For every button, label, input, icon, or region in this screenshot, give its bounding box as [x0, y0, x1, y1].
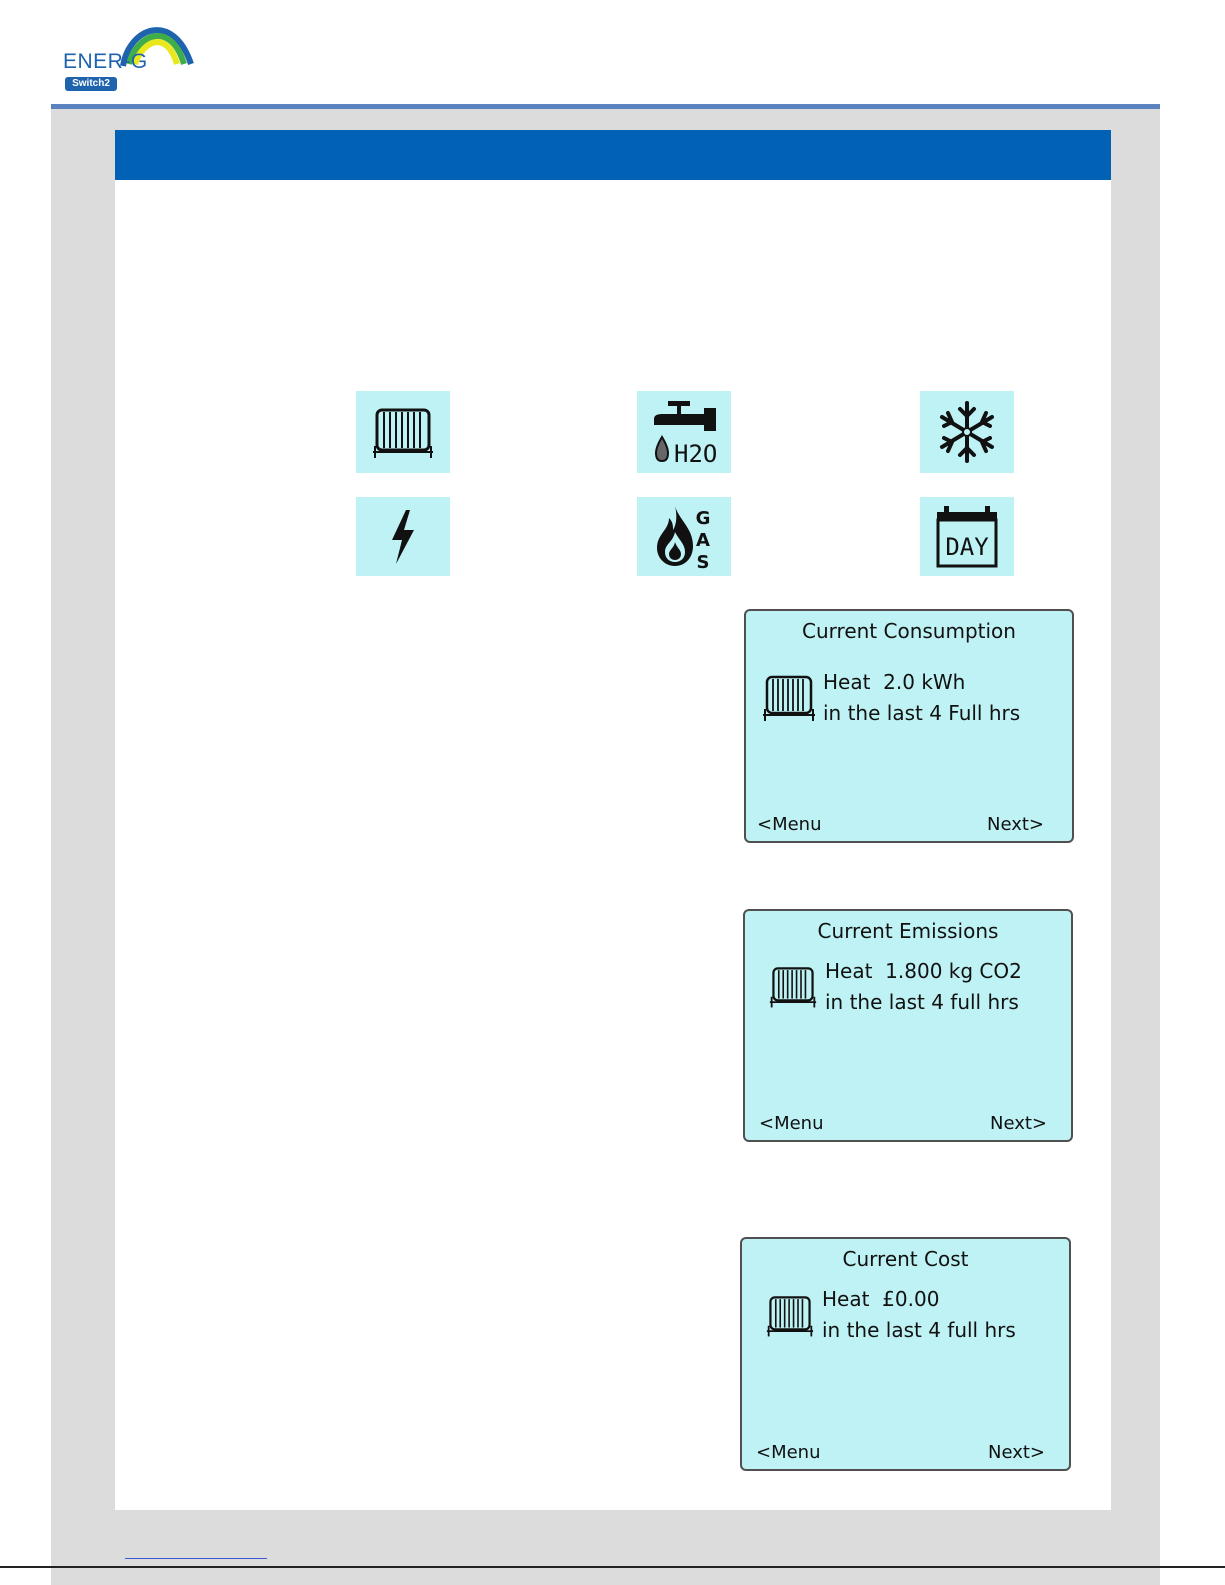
svg-text:A: A [696, 529, 710, 551]
svg-text:S: S [696, 551, 710, 572]
screen-value-line: Heat £0.00 [822, 1287, 940, 1311]
water-tap-icon [637, 391, 731, 473]
screen-period-line: in the last 4 full hrs [825, 990, 1019, 1014]
header-rule [51, 104, 1160, 109]
ener-g-logo [63, 14, 198, 94]
page-header [51, 0, 1160, 104]
next-softkey[interactable]: Next> [989, 1113, 1047, 1134]
radiator-icon [356, 391, 450, 473]
menu-softkey[interactable]: <Menu [759, 1113, 824, 1134]
lcd-screen-emissions [743, 909, 1073, 1142]
screen-period-line: in the last 4 Full hrs [823, 701, 1021, 725]
screen-title: Current Cost [842, 1247, 969, 1271]
radiator-icon [762, 673, 816, 727]
screen-value-line: Heat 2.0 kWh [823, 670, 966, 694]
menu-softkey[interactable]: <Menu [756, 1442, 821, 1463]
svg-text:H2O: H2O [674, 440, 718, 468]
screen-value-line: Heat 1.800 kg CO2 [825, 959, 1022, 983]
lightning-icon [356, 497, 450, 576]
screen-title: Current Consumption [802, 619, 1016, 643]
next-softkey[interactable]: Next> [986, 814, 1044, 835]
bottom-rule [0, 1566, 1225, 1568]
section-title-bar [115, 130, 1111, 180]
svg-text:G: G [695, 507, 711, 529]
snowflake-icon [920, 391, 1014, 473]
screen-period-line: in the last 4 full hrs [822, 1318, 1016, 1342]
footer-link-underline[interactable] [125, 1558, 267, 1559]
lcd-screen-consumption [744, 609, 1074, 843]
calendar-day-icon [920, 497, 1014, 576]
logo-badge: Switch2 [65, 77, 117, 91]
radiator-icon [769, 964, 817, 1014]
lcd-screen-cost [740, 1237, 1071, 1471]
radiator-icon [766, 1293, 814, 1343]
next-softkey[interactable]: Next> [987, 1442, 1045, 1463]
svg-text:DAY: DAY [945, 532, 989, 561]
gas-flame-icon [637, 497, 731, 576]
logo-wordmark: ENER-G [63, 50, 148, 73]
menu-softkey[interactable]: <Menu [757, 814, 822, 835]
screen-title: Current Emissions [817, 919, 999, 943]
